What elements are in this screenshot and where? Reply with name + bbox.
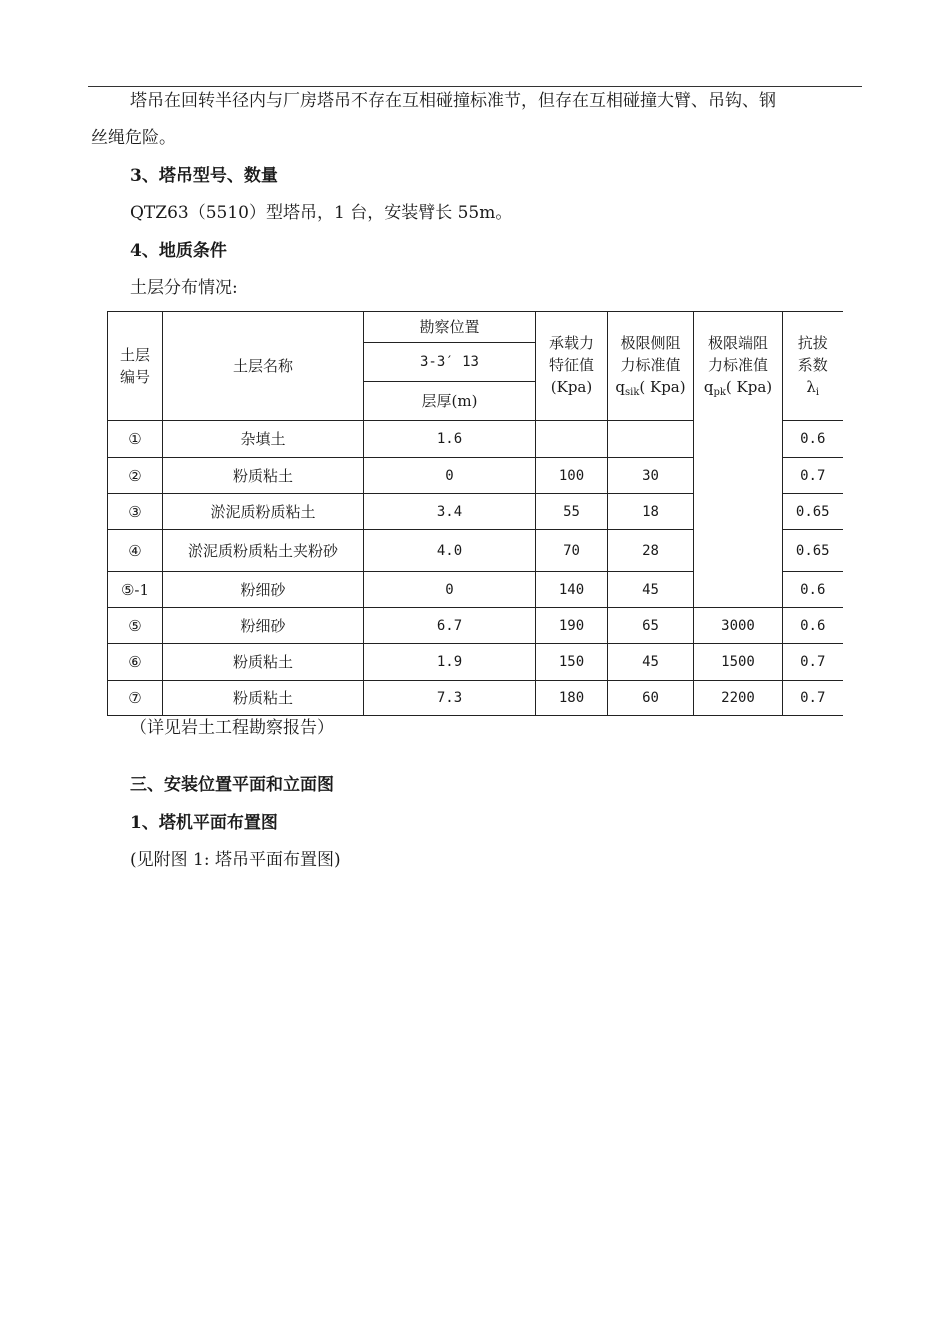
header-survey-point: 3-3′ 13 xyxy=(364,343,536,382)
section-3-text: QTZ63（5510）型塔吊，1 台，安装臂长 55m。 xyxy=(130,203,513,223)
table-row: ② 粉质粘土 0 100 30 0.7 xyxy=(108,458,843,494)
table-row: ④ 淤泥质粉质粘土夹粉砂 4.0 70 28 0.65 xyxy=(108,530,843,572)
part-3-heading: 三、安装位置平面和立面图 xyxy=(130,775,334,795)
section-4-heading: 4、地质条件 xyxy=(130,241,227,261)
table-row: ⑤ 粉细砂 6.7 190 65 3000 0.6 xyxy=(108,608,843,644)
table-row: ⑥ 粉质粘土 1.9 150 45 1500 0.7 xyxy=(108,644,843,681)
section-3-heading: 3、塔吊型号、数量 xyxy=(130,166,278,186)
header-side-resistance: 极限侧阻 力标准值 $q_{sik}$( Kpa) xyxy=(608,312,694,421)
survey-report-note: （详见岩土工程勘察报告） xyxy=(130,718,334,738)
header-bearing-capacity: 承载力 特征值 (Kpa) xyxy=(536,312,608,421)
table-row: ③ 淤泥质粉质粘土 3.4 55 18 0.65 xyxy=(108,494,843,530)
header-survey-position: 勘察位置 xyxy=(364,312,536,343)
soil-layer-table xyxy=(107,311,843,716)
soil-distribution-subtitle: 土层分布情况: xyxy=(130,278,238,298)
header-thickness: 层厚(m) xyxy=(364,382,536,421)
table-row: ⑤-1 粉细砂 0 140 45 0.6 xyxy=(108,572,843,608)
tower-crane-plan-heading: 1、塔机平面布置图 xyxy=(130,813,278,833)
table-row: ⑦ 粉质粘土 7.3 180 60 2200 0.7 xyxy=(108,681,843,716)
table-row: ① 杂填土 1.6 0.6 xyxy=(108,421,843,458)
intro-line-1: 塔吊在回转半径内与厂房塔吊不存在互相碰撞标准节，但存在互相碰撞大臂、吊钩、钢 xyxy=(130,91,776,111)
header-end-resistance: 极限端阻 力标准值 $q_{pk}$( Kpa) xyxy=(694,312,783,421)
header-rule xyxy=(88,86,862,87)
header-uplift-coefficient: 抗拔 系数 $\lambda_i$ xyxy=(783,312,843,421)
intro-line-2: 丝绳危险。 xyxy=(91,128,176,148)
header-layer-name: 土层名称 xyxy=(163,312,364,421)
appendix-reference: (见附图 1: 塔吊平面布置图) xyxy=(130,850,341,870)
header-layer-no: 土层 编号 xyxy=(108,312,163,421)
